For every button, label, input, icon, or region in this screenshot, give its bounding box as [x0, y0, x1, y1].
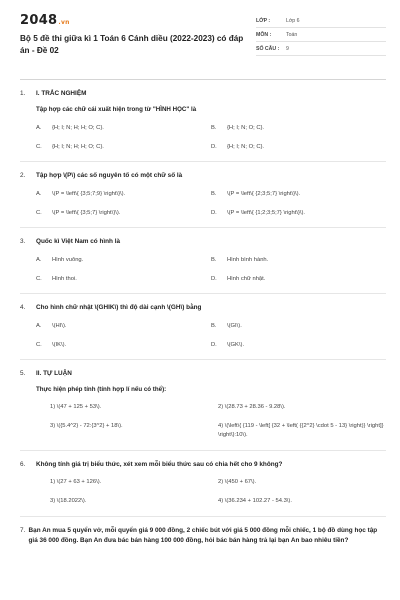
document-header [20, 0, 386, 73]
question-text: Không tính giá trị biểu thức, xét xem mỗi biểu thức sau có chia hết cho 9 không? [36, 461, 283, 468]
question-2 [20, 162, 386, 228]
subitem: 2) \(28.73 + 28.36 - 9.28\). [218, 404, 286, 410]
meta-table [256, 14, 386, 73]
option-d[interactable]: D. Hình chữ nhật. [211, 276, 266, 282]
subitems [50, 403, 386, 440]
question-prompt: Thực hiện phép tính (tính hợp lí nếu có thể): [36, 386, 167, 393]
option-a[interactable]: A. \(P = \left\{ {3;5;7;9} \right\}\). [36, 191, 126, 197]
question-4 [20, 294, 386, 360]
answer-options [36, 190, 386, 217]
subitem: 1) \(27 + 63 + 126\). [50, 479, 102, 485]
option-b[interactable]: B. {H; I; N; O; C}. [211, 125, 265, 131]
option-c[interactable]: C. \(P = \left\{ {3;5;7} \right\}\). [36, 210, 121, 216]
question-number: 4. [20, 304, 26, 311]
meta-row-count: SỐ CÂU : 9 [256, 42, 386, 56]
question-1 [20, 80, 386, 162]
question-text: Tập hợp \(P\) các số nguyên tố có một chữ số là [36, 172, 183, 179]
option-b[interactable]: B. \(GI\). [211, 323, 242, 329]
question-5 [20, 360, 386, 451]
option-c[interactable]: C. \(IK\). [36, 342, 67, 348]
answer-options [36, 124, 386, 151]
option-d[interactable]: D. {H; I; N; O; C}. [211, 144, 265, 150]
subitem: 4) \(\left\{ {119 - \left[ {32 + \left( {{2^2} \cdot 5 - 13} \right)} \right]} \right\}:10\). [218, 423, 384, 438]
question-3 [20, 228, 386, 294]
answer-options [36, 256, 386, 283]
subitem: 3) \({5.4^2} - 72:{3^2} + 18\). [50, 423, 123, 429]
option-d[interactable]: D. \(P = \left\{ {1;2;3;5;7} \right\}\). [211, 210, 306, 216]
option-a[interactable]: A. {H; I; N; H; H; O; C}. [36, 125, 104, 131]
question-number: 3. [20, 238, 26, 245]
question-text: Cho hình chữ nhật \(GHIK\) thì độ dài cạnh \(GH\) bằng [36, 304, 202, 311]
question-text: Bạn An mua 5 quyển vở, mỗi quyển giá 9 000 đồng, 2 chiếc bút với giá 5 000 đồng mỗi chiếc, 1 bộ đồ dùng học tập giá 36 000 đồng. Bạn An đưa bác bán hàng 100 000 đồng, hỏi bác bán hàng trả lại bạn An bao nhiêu tiền? [28, 527, 378, 544]
section-title: II. TỰ LUẬN [36, 370, 72, 377]
option-c[interactable]: C. {H; I; N; H; H; O; C}. [36, 144, 104, 150]
option-b[interactable]: B. Hình bình hành. [211, 257, 269, 263]
option-c[interactable]: C. Hình thoi. [36, 276, 77, 282]
option-d[interactable]: D. \(GK\). [211, 342, 245, 348]
document-title: Bộ 5 đề thi giữa kì 1 Toán 6 Cánh diều (2022-2023) có đáp án - Đề 02 [20, 34, 244, 55]
subitem: 2) \(450 + 67\). [218, 479, 257, 485]
section-title: I. TRẮC NGHIỆM [36, 90, 87, 97]
question-7 [20, 517, 386, 556]
subitem: 3) \(18.2022\). [50, 498, 87, 504]
subitems [50, 478, 386, 506]
question-prompt: Tập hợp các chữ cái xuất hiện trong từ "HÌNH HỌC" là [36, 106, 197, 113]
question-text: Quốc kì Việt Nam có hình là [36, 238, 121, 245]
question-number: 7. [20, 527, 26, 534]
question-number: 5. [20, 370, 26, 377]
meta-row-class: LỚP : Lớp 6 [256, 14, 386, 28]
subitem: 4) \(36.234 + 102.27 - 54.3\). [218, 498, 292, 504]
answer-options [36, 322, 386, 349]
option-b[interactable]: B. \(P = \left\{ {2;3;5;7} \right\}\). [211, 191, 301, 197]
question-number: 1. [20, 90, 26, 97]
option-a[interactable]: A. \(HI\). [36, 323, 67, 329]
question-number: 2. [20, 172, 26, 179]
meta-row-subject: MÔN : Toán [256, 28, 386, 42]
site-logo[interactable]: 2048.vn [20, 13, 70, 28]
subitem: 1) \(47 + 125 + 53\). [50, 404, 102, 410]
option-a[interactable]: A. Hình vuông. [36, 257, 84, 263]
question-number: 6. [20, 461, 26, 468]
brand-block [20, 13, 255, 73]
question-6 [20, 451, 386, 517]
